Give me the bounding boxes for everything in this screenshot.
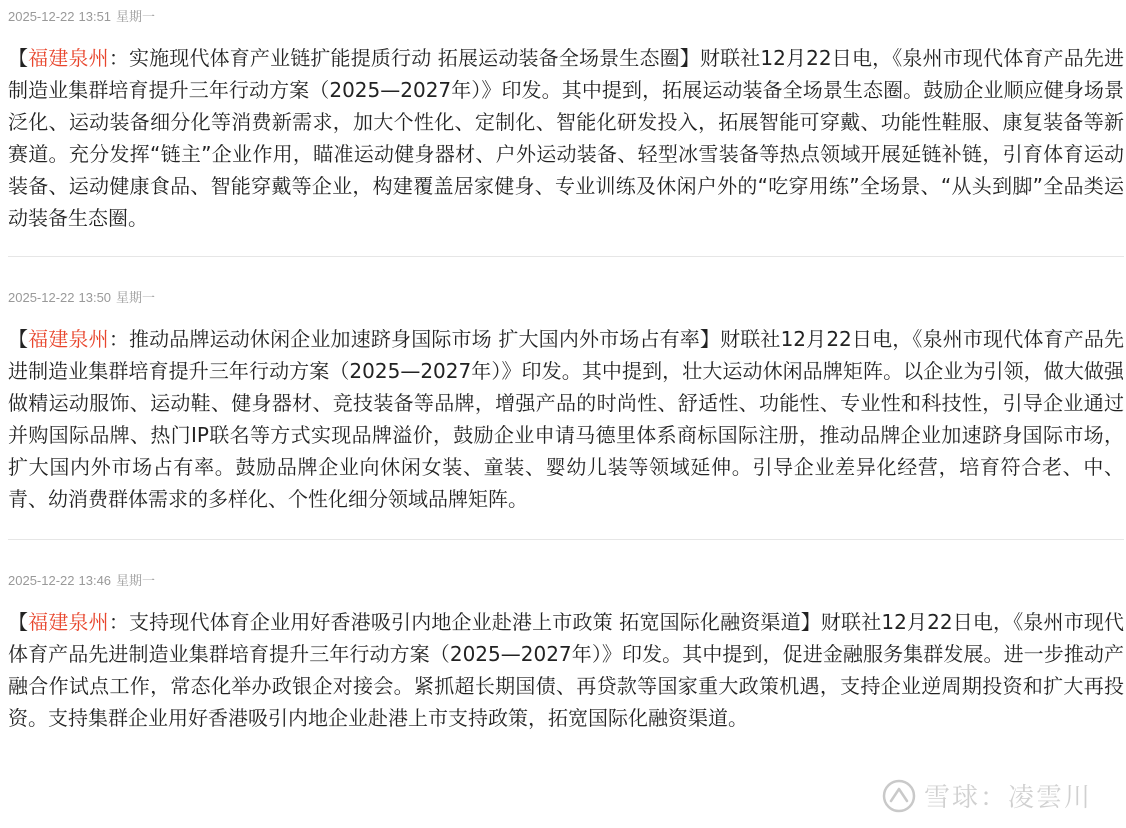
news-content [8, 323, 1124, 539]
headline-bracket: 【 [8, 327, 29, 351]
news-meta [8, 564, 1124, 598]
news-date: 2025-12-22 [8, 9, 75, 24]
news-region-tag[interactable]: 福建泉州 [28, 327, 109, 351]
news-item [8, 256, 1124, 539]
news-meta [8, 281, 1124, 315]
news-item [8, 0, 1124, 256]
news-weekday: 星期一 [116, 573, 156, 588]
news-time: 13:50 [78, 290, 112, 305]
news-headline: ：实施现代体育产业链扩能提质行动 拓展运动装备全场景生态圈】 [108, 46, 700, 70]
news-body: 财联社12月22日电，《泉州市现代体育产品先进制造业集群培育提升三年行动方案（2025—2027年）》印发。其中提到，壮大运动休闲品牌矩阵。以企业为引领，做大做强做精运动服饰、运动鞋、健身器材、竞技装备等品牌，增强产品的时尚性、舒适性、功能性、专业性和科技性，引导企业通过并购国际品牌、热门IP联名等方式实现品牌溢价，鼓励企业申请马德里体系商标国际注册，推动品牌企业加速跻身国际市场，扩大国内外市场占有率。鼓励品牌企业向休闲女装、童装、婴幼儿装等领域延伸。引导企业差异化经营，培育符合老、中、青、幼消费群体需求的多样化、个性化细分领域品牌矩阵。 [8, 327, 1125, 511]
news-content [8, 42, 1124, 256]
news-meta [8, 0, 1124, 34]
news-time: 13:51 [78, 9, 112, 24]
news-date: 2025-12-22 [8, 573, 75, 588]
watermark-text: 雪球：凌雲川 [923, 783, 1092, 813]
news-headline: ：支持现代体育企业用好香港吸引内地企业赴港上市政策 拓宽国际化融资渠道】 [108, 610, 821, 634]
news-body: 财联社12月22日电，《泉州市现代体育产品先进制造业集群培育提升三年行动方案（2025—2027年）》印发。其中提到，促进金融服务集群发展。进一步推动产融合作试点工作，常态化举办政银企对接会。紧抓超长期国债、再贷款等国家重大政策机遇，支持企业逆周期投资和扩大再投资。支持集群企业用好香港吸引内地企业赴港上市支持政策，拓宽国际化融资渠道。 [8, 610, 1125, 730]
watermark [882, 777, 1092, 814]
news-body: 财联社12月22日电，《泉州市现代体育产品先进制造业集群培育提升三年行动方案（2025—2027年）》印发。其中提到，拓展运动装备全场景生态圈。鼓励企业顺应健身场景泛化、运动装备细分化等消费新需求，加大个性化、定制化、智能化研发投入，拓展智能可穿戴、功能性鞋服、康复装备等新赛道。充分发挥“链主”企业作用，瞄准运动健身器材、户外运动装备、轻型冰雪装备等热点领域开展延链补链，引育体育运动装备、运动健康食品、智能穿戴等企业，构建覆盖居家健身、专业训练及休闲户外的“吃穿用练”全场景、“从头到脚”全品类运动装备生态圈。 [8, 46, 1125, 230]
snowball-logo-icon [882, 779, 916, 813]
news-content [8, 606, 1124, 734]
headline-bracket: 【 [8, 610, 29, 634]
news-region-tag[interactable]: 福建泉州 [28, 46, 109, 70]
news-weekday: 星期一 [116, 9, 156, 24]
news-time: 13:46 [78, 573, 112, 588]
news-item [8, 539, 1124, 734]
news-region-tag[interactable]: 福建泉州 [28, 610, 109, 634]
headline-bracket: 【 [8, 46, 29, 70]
news-weekday: 星期一 [116, 290, 156, 305]
news-feed [8, 0, 1124, 734]
news-headline: ：推动品牌运动休闲企业加速跻身国际市场 扩大国内外市场占有率】 [108, 327, 721, 351]
news-date: 2025-12-22 [8, 290, 75, 305]
